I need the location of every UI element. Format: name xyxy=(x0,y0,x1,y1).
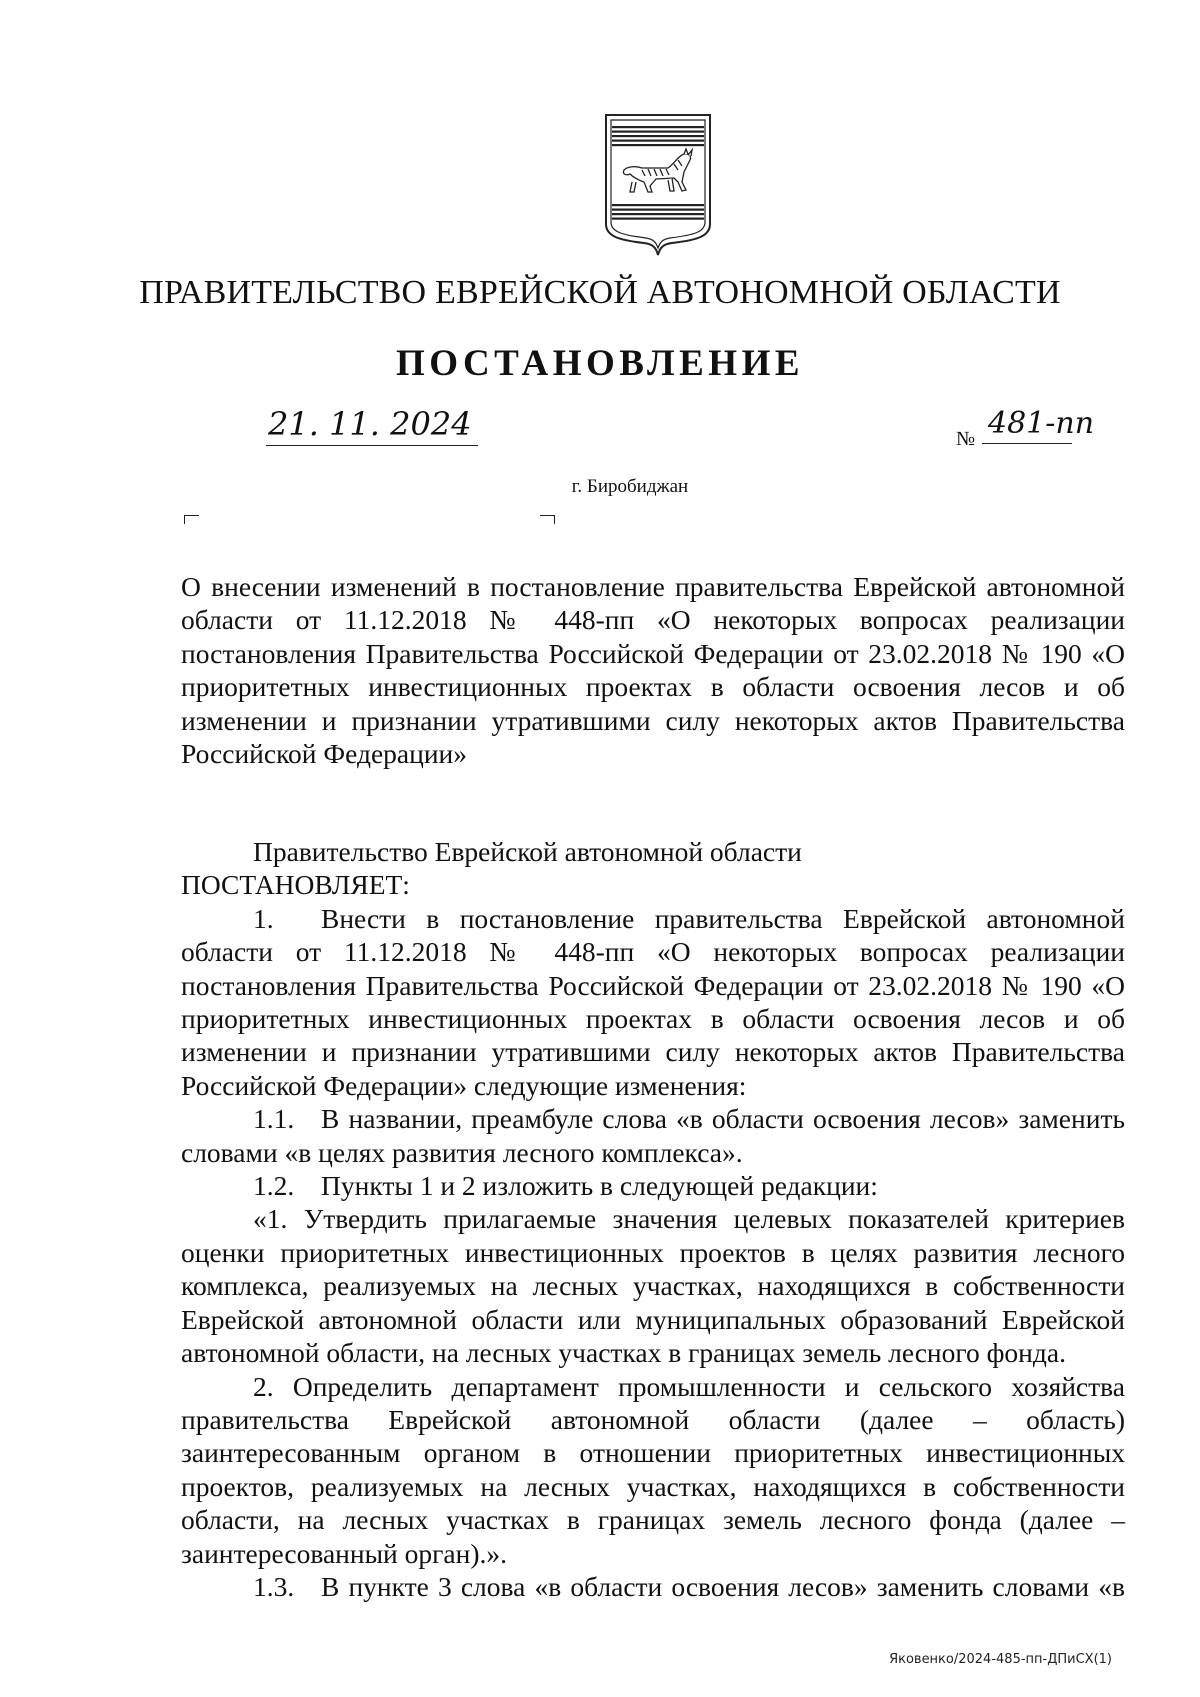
item-number: 1.1. xyxy=(253,1103,295,1135)
item-text: В названии, преамбуле слова «в области освоения лесов» заменить словами «в целях развития лесного комплекса». xyxy=(181,1103,1125,1168)
paragraph-item-1 xyxy=(181,902,1125,1102)
footer-reference: Яковенко/2024-485-пп-ДПиСХ(1) xyxy=(889,1652,1112,1667)
handwritten-number: 481-пп xyxy=(988,406,1095,441)
preamble-line: Правительство Еврейской автономной области xyxy=(253,836,802,867)
document-title: О внесении изменений в постановление правительства Еврейской автономной области от 11.12.2018 № 448-пп «О некоторых вопросах реализации постановления Правительства Российской Федерации от 23.02.2018 № 190 «О приоритетных инвестиционных проектах в области освоения лесов и об изменении и признании утратившими силу некоторых актов Правительства Российской Федерации» xyxy=(181,571,1125,770)
document-body xyxy=(181,835,1125,1603)
number-sign: № xyxy=(956,428,976,450)
paragraph-item-1-2 xyxy=(181,1169,1125,1202)
city-name: г. Биробиджан xyxy=(571,476,689,497)
handwritten-date: 21. 11. 2024 xyxy=(268,405,472,443)
government-title: ПРАВИТЕЛЬСТВО ЕВРЕЙСКОЙ АВТОНОМНОЙ ОБЛАСТИ xyxy=(139,274,1061,311)
item-text: В пункте 3 слова «в области освоения лесов» заменить словами «в xyxy=(321,1570,1125,1602)
item-number: 1.2. xyxy=(253,1170,295,1202)
item-number: 1. xyxy=(253,902,274,934)
coat-of-arms-emblem xyxy=(602,112,714,258)
quoted-paragraph-1: «1. Утвердить прилагаемые значения целевых показателей критериев оценки приоритетных инвестиционных проектов в целях развития лесного комплекса, реализуемых на лесных участках, находящихся в собственности Еврейской автономной области или муниципальных образований Еврейской автономной области, на лесных участках в границах земель лесного фонда. xyxy=(181,1203,1125,1369)
date-field xyxy=(266,405,478,446)
item-text: Внести в постановление правительства Еврейской автономной области от 11.12.2018 № 448-пп «О некоторых вопросах реализации постановления Правительства Российской Федерации от 23.02.2018 № 190 «О приоритетных инвестиционных проектах в области освоения лесов и об изменении и признании утратившими силу некоторых актов Правительства Российской Федерации» следующие изменения: xyxy=(181,902,1125,1101)
item-text: Пункты 1 и 2 изложить в следующей редакции: xyxy=(321,1170,878,1202)
paragraph-item-1-3 xyxy=(181,1570,1125,1603)
quoted-paragraph-2: 2. Определить департамент промышленности и сельского хозяйства правительства Еврейской автономной области (далее – область) заинтересованным органом в отношении приоритетных инвестиционных проектов, реализуемых на лесных участках, находящихся в собственности области, на лесных участках в границах земель лесного фонда (далее – заинтересованный орган).». xyxy=(181,1370,1125,1569)
item-number: 1.3. xyxy=(253,1570,295,1602)
document-type: ПОСТАНОВЛЕНИЕ xyxy=(395,343,805,384)
corner-mark-left xyxy=(184,515,199,524)
document-title-block xyxy=(181,570,1125,770)
resolves-line: ПОСТАНОВЛЯЕТ: xyxy=(181,869,410,901)
number-field xyxy=(982,406,1095,444)
corner-mark-right xyxy=(540,515,555,524)
paragraph-item-1-1 xyxy=(181,1102,1125,1169)
